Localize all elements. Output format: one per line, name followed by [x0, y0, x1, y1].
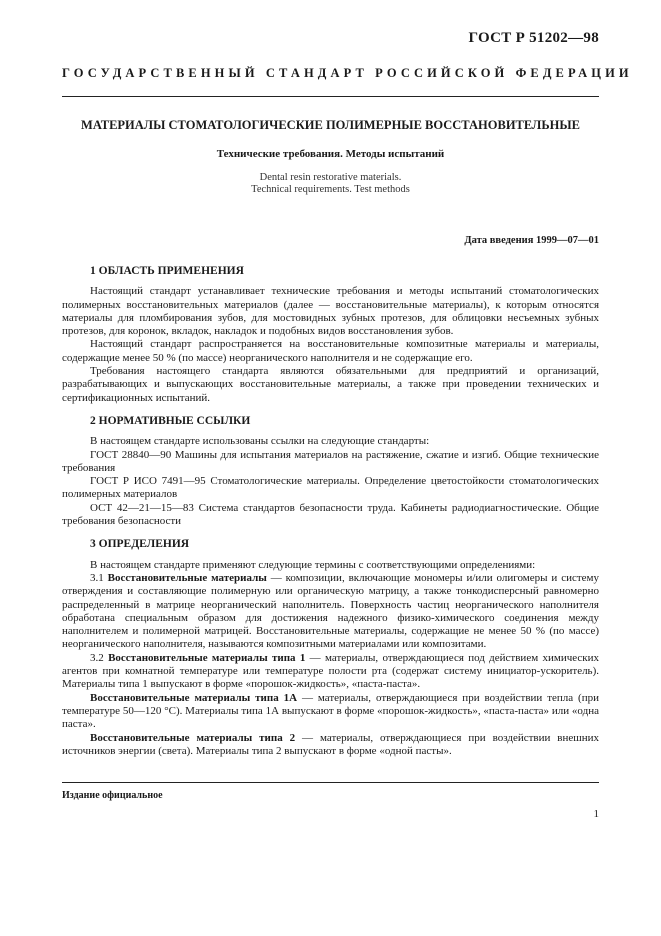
section-2-heading: 2 НОРМАТИВНЫЕ ССЫЛКИ — [90, 414, 251, 427]
section-1-paragraph: Настоящий стандарт устанавливает технические требования и методы испытаний стоматологических полимерных восстановительных материалов (далее — восстановительные материалы), к которым относятся материалы для пломбирования зубов, для мостовидных зубных протезов, для облицовки несъемных зубных протезов, для коронок, вкладок, накладок и подобных видов восстановления зубов. — [62, 285, 599, 338]
clause-number: 3.1 — [90, 571, 108, 584]
definition-text: — материалы, отверждающиеся при воздействии тепла (при температуре 50—120 °С). Материалы типа 1А выпускают в форме «порошок-жидкость», «паста-паста» или «одна паста». — [62, 691, 599, 731]
introduction-date: Дата введения 1999—07—01 — [464, 235, 599, 246]
defined-term: Восстановительные материалы типа 1А — [90, 691, 298, 704]
english-title-line-2: Technical requirements. Test methods — [251, 184, 410, 195]
section-1-paragraph: Настоящий стандарт распространяется на восстановительные композитные материалы и материалы, содержащие менее 50 % (по массе) неорганического наполнителя и не содержащие его. — [62, 338, 599, 364]
english-title-line-1: Dental resin restorative materials. — [259, 172, 402, 183]
official-edition-label: Издание официальное — [62, 790, 163, 801]
definition-text: — материалы, отверждающиеся под действием химических агентов при комнатной температуре или температуре полости рта (содержат систему инициатор-ускоритель). Материалы типа 1 выпускают в форме «порошок-жидкость», «паста-паста». — [62, 651, 600, 691]
document-body — [62, 265, 599, 758]
footer-rule — [62, 782, 599, 783]
defined-term: Восстановительные материалы типа 1 — [108, 651, 306, 664]
section-3-paragraph: В настоящем стандарте применяют следующие термины с соответствующими определениями: — [90, 558, 536, 571]
header-rule — [62, 96, 599, 97]
document-subtitle: Технические требования. Методы испытаний — [216, 148, 445, 160]
section-2-reference: ГОСТ 28840—90 Машины для испытания материалов на растяжение, сжатие и изгиб. Общие технические требования — [62, 448, 599, 474]
gost-number: ГОСТ Р 51202—98 — [468, 30, 599, 46]
clause-number: 3.2 — [90, 651, 109, 664]
section-2-reference: ОСТ 42—21—15—83 Система стандартов безопасности труда. Кабинеты радиодиагностические. Общие требования безопасности — [62, 501, 599, 528]
section-1-heading: 1 ОБЛАСТЬ ПРИМЕНЕНИЯ — [90, 265, 244, 277]
standard-title: ГОСУДАРСТВЕННЫЙ СТАНДАРТ РОССИЙСКОЙ ФЕДЕРАЦИИ — [62, 66, 633, 80]
section-2-reference: ГОСТ Р ИСО 7491—95 Стоматологические материалы. Определение цветостойкости стоматологических полимерных материалов — [62, 475, 599, 501]
page-number: 1 — [593, 808, 599, 820]
defined-term: Восстановительные материалы типа 2 — [90, 731, 296, 744]
definition-3-1 — [62, 572, 599, 652]
document-title: МАТЕРИАЛЫ СТОМАТОЛОГИЧЕСКИЕ ПОЛИМЕРНЫЕ ВОССТАНОВИТЕЛЬНЫЕ — [81, 118, 580, 132]
definition-3-2 — [62, 652, 599, 692]
definition-text: — композиции, включающие мономеры и/или олигомеры и систему отверждения и составляющие полимерную или органическую матрицу, а также тонкодисперсный равномерно распределенный в матрице неорганический наполнитель. Поверхность частиц неорганического наполнителя обработана специальным образом для достижения надежного физико-химического соединения между наполнителем и полимерной матрицей. Восстановительные материалы, содержащие не менее 50 % (по массе) неорганического наполнителя, называются композитными материалами или композитами. — [62, 571, 600, 651]
section-1-paragraph: Требования настоящего стандарта являются обязательными для предприятий и организаций, разрабатывающих и выпускающих восстановительные материалы, а также при проведении технических и сертификационных испытаний. — [62, 365, 599, 404]
defined-term: Восстановительные материалы — [107, 571, 267, 584]
definition-text: — материалы, отверждающиеся при воздействии внешних источников энергии (света). Материалы типа 2 выпускают в форме «одной пасты». — [62, 731, 599, 757]
section-2-paragraph: В настоящем стандарте использованы ссылки на следующие стандарты: — [90, 435, 430, 448]
definition-type-2 — [62, 732, 599, 759]
section-3-heading: 3 ОПРЕДЕЛЕНИЯ — [90, 538, 190, 551]
definition-type-1a — [62, 692, 599, 732]
